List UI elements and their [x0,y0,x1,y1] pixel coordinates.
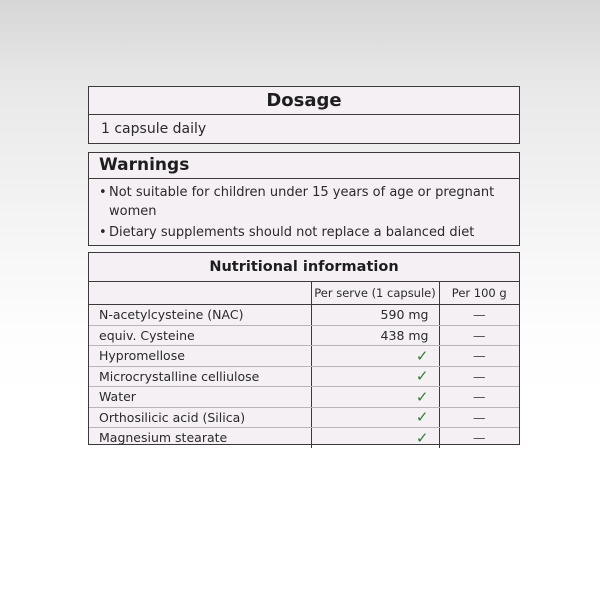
per-100g-value: — [439,325,519,346]
checkmark-icon: ✓ [311,366,439,387]
ingredient-name: Orthosilicic acid (Silica) [89,407,311,428]
checkmark-icon: ✓ [311,387,439,408]
table-row [89,428,519,448]
per-100g-value: — [439,407,519,428]
per-100g-value: — [439,366,519,387]
ingredient-name: Microcrystalline celliulose [89,366,311,387]
ingredient-name: N-acetylcysteine (NAC) [89,305,311,326]
table-row [89,407,519,428]
per-100g-value: — [439,387,519,408]
ingredient-name: Hypromellose [89,346,311,367]
warnings-list [89,179,519,242]
table-header-row [89,282,519,305]
per-100g-value: — [439,428,519,448]
dosage-panel [88,86,520,144]
table-row [89,325,519,346]
checkmark-icon: ✓ [311,346,439,367]
dosage-title: Dosage [89,87,519,115]
per-serve-value: 590 mg [311,305,439,326]
table-row [89,346,519,367]
checkmark-icon: ✓ [311,407,439,428]
table-row [89,305,519,326]
warnings-title: Warnings [89,153,519,179]
ingredient-name: Water [89,387,311,408]
header-per-serve: Per serve (1 capsule) [311,282,439,305]
table-row [89,366,519,387]
ingredient-name: Magnesium stearate [99,430,228,446]
per-100g-value: — [439,305,519,326]
ingredient-name: equiv. Cysteine [89,325,311,346]
nutrition-title: Nutritional information [89,253,519,282]
warning-item: • Not suitable for children under 15 years of age or pregnant women [99,183,509,221]
dosage-text: 1 capsule daily [101,121,207,137]
warning-item: • Dietary supplements should not replace a balanced diet [99,223,509,242]
table-row [89,387,519,408]
header-ingredient [89,282,311,305]
checkmark-icon: ✓ [311,428,439,448]
warnings-panel [88,152,520,246]
nutrition-panel [88,252,520,445]
per-serve-value: 438 mg [311,325,439,346]
nutrition-table [89,282,519,448]
header-per-100g: Per 100 g [439,282,519,305]
per-100g-value: — [439,346,519,367]
